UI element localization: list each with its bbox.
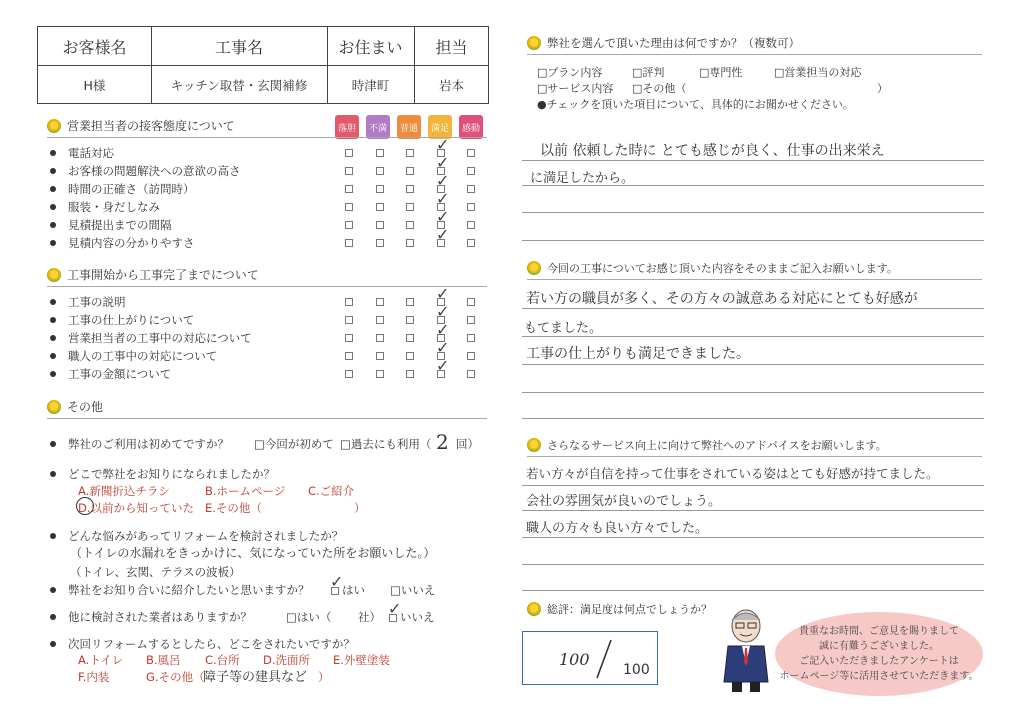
option-interior[interactable]: F.内装	[78, 670, 110, 684]
option-b[interactable]: B.ホームページ	[205, 484, 286, 498]
reason-note: ●チェックを頂いた項目について、具体的にお聞かせください。	[537, 98, 854, 111]
option-yes[interactable]: はい	[342, 583, 365, 597]
list-item: 営業担当者の工事中の対応について	[50, 330, 252, 346]
check-mark: ✓	[436, 153, 450, 172]
rating-checkbox[interactable]	[467, 370, 475, 378]
staff: 岩本	[438, 78, 464, 93]
handwritten-impression-1: 若い方の職員が多く、その方々の誠意ある対応にとても好感が	[526, 291, 918, 307]
flower-icon	[47, 268, 61, 282]
flower-icon	[47, 400, 61, 414]
rating-checkbox[interactable]	[467, 149, 475, 157]
rating-checkbox[interactable]	[345, 203, 353, 211]
option-bath[interactable]: B.風呂	[146, 653, 181, 667]
rating-checkbox[interactable]	[467, 185, 475, 193]
option-used-before[interactable]: □過去にも利用（	[340, 437, 432, 451]
rating-checkbox[interactable]	[345, 149, 353, 157]
section-title: 営業担当者の接客態度について	[47, 117, 235, 134]
score-max: 100	[623, 662, 650, 678]
section-title: 総評：満足度は何点でしょうか？	[527, 601, 712, 617]
rating-checkbox[interactable]	[376, 203, 384, 211]
thanks-bubble: 貴重なお時間、ご意見を賜りまして 誠に有難うございました。 ご記入いただきましたアンケートは ホームページ等に活用させていただきます。	[775, 612, 983, 696]
residence: 時津町	[351, 78, 390, 93]
rating-checkbox[interactable]	[467, 298, 475, 306]
list-item: 見積内容の分かりやすさ	[50, 235, 195, 251]
col-customer: お客様名	[62, 37, 127, 57]
rating-checkbox[interactable]	[406, 316, 414, 324]
check-mark: ✓	[436, 320, 450, 339]
rating-checkbox[interactable]	[406, 149, 414, 157]
customer-name: H様	[83, 78, 106, 93]
handwritten-impression-3: 工事の仕上がりも満足できました。	[526, 346, 750, 362]
rating-checkbox[interactable]	[467, 203, 475, 211]
rating-checkbox[interactable]	[406, 334, 414, 342]
mascot-illustration	[720, 606, 772, 694]
section-title: 今回の工事についてお感じ頂いた内容をそのままご記入お願いします。	[527, 260, 898, 276]
rating-checkbox[interactable]	[376, 167, 384, 175]
option-other[interactable]: G.その他（	[146, 670, 205, 684]
check-mark: ✓	[436, 189, 450, 208]
flower-icon	[527, 36, 541, 50]
check-mark: ✓	[436, 356, 450, 375]
check-mark: ✓	[436, 284, 450, 303]
option-no[interactable]: □いいえ	[390, 583, 436, 597]
list-item: お客様の問題解決への意欲の高さ	[50, 163, 241, 179]
rating-checkbox[interactable]	[345, 185, 353, 193]
reason-options-row1[interactable]: □プラン内容 □評判 □専門性 □営業担当の対応	[537, 66, 862, 79]
option-kitchen[interactable]: C.台所	[205, 653, 240, 667]
slash-mark	[593, 638, 615, 680]
option-c[interactable]: C.ご紹介	[308, 484, 355, 498]
header-table	[37, 26, 489, 104]
check-mark: ✓	[330, 572, 344, 591]
list-item: 見積提出までの間隔	[50, 217, 172, 233]
rating-checkbox[interactable]	[345, 316, 353, 324]
option-exterior[interactable]: E.外壁塗装	[333, 653, 390, 667]
rating-checkbox[interactable]	[406, 167, 414, 175]
rating-checkbox[interactable]	[345, 239, 353, 247]
check-mark: ✓	[436, 207, 450, 226]
handwritten-advice-3: 職人の方々も良い方々でした。	[526, 521, 709, 536]
rating-checkbox[interactable]	[345, 352, 353, 360]
work-name: キッチン取替・玄関補修	[170, 78, 308, 93]
list-item: 工事の仕上がりについて	[50, 312, 194, 328]
rating-checkbox[interactable]	[376, 221, 384, 229]
rating-checkbox[interactable]	[467, 352, 475, 360]
option-first-time[interactable]: □今回が初めて	[254, 437, 334, 451]
list-item: 職人の工事中の対応について	[50, 348, 217, 364]
section-title: 弊社を選んで頂いた理由は何ですか？（複数可）	[527, 35, 800, 51]
rating-checkbox[interactable]	[467, 316, 475, 324]
rating-checkbox[interactable]	[345, 221, 353, 229]
flower-icon	[527, 261, 541, 275]
handwritten-count: 2	[436, 430, 449, 454]
rating-checkbox[interactable]	[376, 298, 384, 306]
list-item: 工事の金額について	[50, 366, 171, 382]
col-residence: お住まい	[338, 37, 403, 57]
section-title: 工事開始から工事完了までについて	[47, 266, 259, 283]
option-d[interactable]: D.以前から知っていた	[78, 501, 195, 515]
check-mark: ✓	[388, 599, 402, 618]
option-e[interactable]: E.その他（	[205, 501, 262, 515]
rating-badge-1: 落胆	[335, 115, 359, 139]
flower-icon	[47, 119, 61, 133]
rating-checkbox[interactable]	[467, 221, 475, 229]
flower-icon	[527, 438, 541, 452]
check-mark: ✓	[436, 225, 450, 244]
rating-checkbox[interactable]	[406, 239, 414, 247]
score-box	[522, 631, 658, 685]
col-work: 工事名	[214, 37, 263, 57]
list-item: 服装・身だしなみ	[50, 199, 160, 215]
rating-checkbox[interactable]	[345, 298, 353, 306]
handwritten-other: 障子等の建具など	[203, 670, 308, 685]
rating-checkbox[interactable]	[345, 370, 353, 378]
rating-checkbox[interactable]	[376, 185, 384, 193]
rating-badge-3: 普通	[397, 115, 421, 139]
check-mark: ✓	[436, 171, 450, 190]
rating-badge-4: 満足	[428, 115, 452, 139]
rating-checkbox[interactable]	[406, 370, 414, 378]
rating-checkbox[interactable]	[406, 203, 414, 211]
rating-checkbox[interactable]	[376, 370, 384, 378]
rating-checkbox[interactable]	[376, 352, 384, 360]
rating-checkbox[interactable]	[376, 316, 384, 324]
rating-checkbox[interactable]	[376, 149, 384, 157]
rating-checkbox[interactable]	[376, 334, 384, 342]
rating-checkbox[interactable]	[376, 239, 384, 247]
rating-checkbox[interactable]	[345, 334, 353, 342]
list-item: 電話対応	[50, 145, 114, 161]
handwritten-reason-2: に満足したから。	[530, 171, 635, 186]
section-title: その他	[47, 398, 103, 415]
handwritten-score: 100	[559, 650, 590, 669]
handwritten-advice-2: 会社の雰囲気が良いのでしょう。	[526, 494, 722, 509]
rating-badge-2: 不満	[366, 115, 390, 139]
question-next-reform: 次回リフォームするとしたら、どこをされたいですか？	[50, 636, 355, 652]
rating-checkbox[interactable]	[467, 334, 475, 342]
rating-checkbox[interactable]	[406, 352, 414, 360]
reason-options-row2[interactable]: □サービス内容 □その他（ ）	[537, 82, 888, 95]
option-yes[interactable]: □はい（	[286, 610, 332, 624]
list-item: 時間の正確さ（訪問時）	[50, 181, 195, 197]
handwritten-concern-1: （トイレの水漏れをきっかけに、気になっていた所をお願いした。）	[70, 546, 436, 560]
rating-checkbox[interactable]	[345, 167, 353, 175]
rating-badge-5: 感動	[459, 115, 483, 139]
handwritten-impression-2: もてました。	[524, 321, 603, 336]
check-mark: ✓	[436, 135, 450, 154]
check-mark: ✓	[436, 302, 450, 321]
question-recommend: 弊社をお知り合いに紹介したいと思いますか？	[50, 582, 310, 598]
rating-checkbox[interactable]	[406, 298, 414, 306]
question-how-known: どこで弊社をお知りになられましたか？	[50, 466, 275, 482]
rating-checkbox[interactable]	[467, 239, 475, 247]
rating-checkbox[interactable]	[467, 167, 475, 175]
rating-checkbox[interactable]	[406, 221, 414, 229]
handwritten-advice-1: 若い方々が自信を持って仕事をされている姿はとても好感が持てました。	[526, 466, 939, 481]
check-mark: ✓	[436, 338, 450, 357]
flower-icon	[527, 602, 541, 616]
col-staff: 担当	[435, 37, 468, 57]
list-item: 工事の説明	[50, 294, 126, 310]
option-a[interactable]: A.新聞折込チラシ	[78, 484, 170, 498]
question-concern: どんな悩みがあってリフォームを検討されましたか？	[50, 528, 343, 544]
option-washroom[interactable]: D.洗面所	[263, 653, 311, 667]
question-other-vendors: 他に検討された業者はありますか？	[50, 609, 252, 625]
section-title: さらなるサービス向上に向けて弊社へのアドバイスをお願いします。	[527, 437, 887, 453]
rating-checkbox[interactable]	[406, 185, 414, 193]
option-no[interactable]: いいえ	[400, 610, 435, 624]
handwritten-reason-1: 以前 依頼した時に とても感じが良く、仕事の出来栄え	[540, 143, 885, 159]
question-first-time: 弊社のご利用は初めてですか？	[50, 436, 229, 452]
handwritten-concern-2: （トイレ、玄関、テラスの波板）	[70, 565, 241, 579]
option-toilet[interactable]: A.トイレ	[78, 653, 124, 667]
